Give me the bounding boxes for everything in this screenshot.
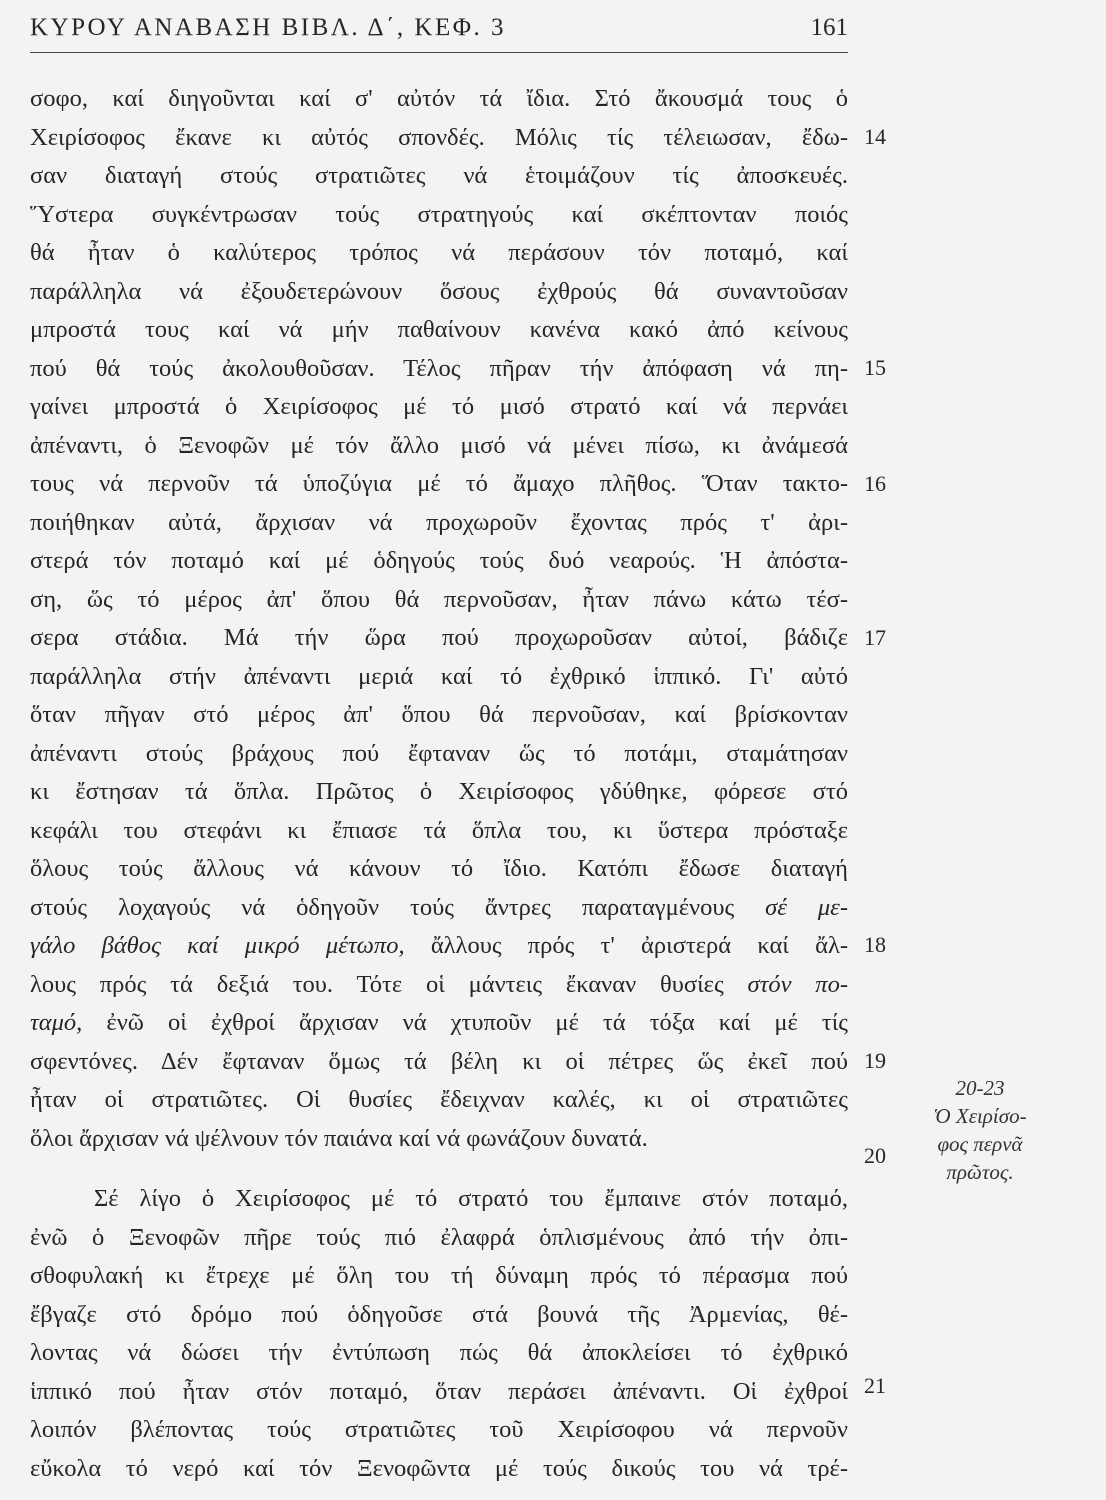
text-line: σφεντόνες. Δέν ἔφταναν ὅμως τά βέλη κι οἱ πέτρες ὥς ἐκεῖ πού	[30, 1047, 848, 1075]
margin-note	[915, 1074, 1045, 1186]
margin-note-line: πρῶτος.	[946, 1160, 1014, 1184]
page-number: 161	[810, 14, 848, 41]
text-line: μπροστά τους καί νά μήν παθαίνουν κανένα κακό ἀπό κείνους	[30, 316, 848, 343]
text-line: ἀπέναντι στούς βράχους πού ἔφταναν ὥς τό ποτάμι, σταμάτησαν	[30, 739, 848, 767]
text-line	[30, 889, 848, 928]
text-line: στερά τόν ποταμό καί μέ ὁδηγούς τούς δυό νεαρούς. Ἡ ἀπόστα-	[30, 547, 848, 574]
text-line	[30, 1004, 848, 1043]
italic-segment: γάλο βάθος καί μικρό μέτωπο,	[30, 932, 405, 959]
text-line: σαν διαταγή στούς στρατιῶτες νά ἑτοιμάζουν τίς ἀποσκευές.	[30, 162, 848, 189]
text-line: σοφο, καί διηγοῦνται καί σ' αὐτόν τά ἴδια. Στό ἄκουσμά τους ὁ	[30, 85, 848, 112]
text-line: σερα στάδια. Μά τήν ὥρα πού προχωροῦσαν αὐτοί, βάδιζε	[30, 624, 848, 651]
margin-note-line: Ὁ Χειρίσο-	[933, 1104, 1027, 1128]
text-line: Χειρίσοφος ἔκανε κι αὐτός σπονδές. Μόλις τίς τέλειωσαν, ἔδω-	[30, 123, 848, 151]
margin-note-range: 20-23	[955, 1076, 1005, 1100]
paragraph-last-line: ὅλοι ἄρχισαν νά ψέλνουν τόν παιάνα καί νά φωνάζουν δυνατά.	[30, 1124, 648, 1152]
text-line: ποιήθηκαν αὐτά, ἄρχισαν νά προχωροῦν ἔχοντας πρός τ' ἀρι-	[30, 508, 848, 536]
text-line: κεφάλι του στεφάνι κι ἔπιασε τά ὅπλα του, κι ὕστερα πρόσταξε	[30, 816, 848, 844]
paragraph-first-line: Σέ λίγο ὁ Χειρίσοφος μέ τό στρατό του ἔμπαινε στόν ποταμό,	[94, 1185, 848, 1212]
text-segment: λους πρός τά δεξιά του. Τότε οἱ μάντεις ἔκαναν θυσίες	[30, 970, 724, 998]
text-line: εὔκολα τό νερό καί τόν Ξενοφῶντα μέ τούς δικούς του νά τρέ-	[30, 1454, 848, 1482]
text-line: σθοφυλακή κι ἔτρεχε μέ ὅλη του τή δύναμη πρός τό πέρασμα πού	[30, 1262, 848, 1289]
text-line: ση, ὥς τό μέρος ἀπ' ὅπου θά περνοῦσαν, ἦταν πάνω κάτω τέσ-	[30, 585, 848, 613]
text-line: ὅλους τούς ἄλλους νά κάνουν τό ἴδιο. Κατόπι ἔδωσε διαταγή	[30, 855, 848, 882]
text-line: ἦταν οἱ στρατιῶτες. Οἱ θυσίες ἔδειχναν καλές, κι οἱ στρατιῶτες	[30, 1086, 848, 1113]
section-number: 18	[864, 932, 886, 957]
section-number: 15	[864, 355, 886, 380]
section-number: 17	[864, 625, 886, 650]
header-rule	[30, 52, 848, 53]
text-line: πού θά τούς ἀκολουθοῦσαν. Τέλος πῆραν τήν ἀπόφαση νά πη-	[30, 354, 848, 382]
text-line: παράλληλα νά ἐξουδετερώνουν ὅσους ἐχθρούς θά συναντοῦσαν	[30, 277, 848, 305]
running-head: ΚΥΡΟΥ ΑΝΑΒΑΣΗ ΒΙΒΛ. Δ΄, ΚΕΦ. 3	[30, 14, 506, 41]
text-line: Ὕστερα συγκέντρωσαν τούς στρατηγούς καί σκέπτονταν ποιός	[30, 200, 848, 228]
text-segment: στούς λοχαγούς νά ὁδηγοῦν τούς ἄντρες παραταγμένους	[30, 893, 735, 921]
section-number: 16	[864, 471, 886, 496]
text-line: ἀπέναντι, ὁ Ξενοφῶν μέ τόν ἄλλο μισό νά μένει πίσω, κι ἀνάμεσά	[30, 431, 848, 459]
text-line	[30, 966, 848, 1005]
italic-segment: ταμό,	[30, 1009, 83, 1036]
section-number: 14	[864, 124, 886, 149]
body-text	[30, 80, 848, 1488]
text-line: ἔβγαζε στό δρόμο πού ὁδηγοῦσε στά βουνά τῆς Ἀρμενίας, θέ-	[30, 1300, 848, 1328]
text-line: λοντας νά δώσει τήν ἐντύπωση πώς θά ἀποκλείσει τό ἐχθρικό	[30, 1339, 848, 1366]
text-line: τους νά περνοῦν τά ὑποζύγια μέ τό ἄμαχο πλῆθος. Ὅταν τακτο-	[30, 470, 848, 497]
text-line: γαίνει μπροστά ὁ Χειρίσοφος μέ τό μισό στρατό καί νά περνάει	[30, 393, 848, 420]
text-line: λοιπόν βλέποντας τούς στρατιῶτες τοῦ Χειρίσοφου νά περνοῦν	[30, 1416, 848, 1443]
page-header	[30, 14, 848, 52]
italic-segment: στόν πο-	[747, 970, 848, 998]
text-segment: ἐνῶ οἱ ἐχθροί ἄρχισαν νά χτυποῦν μέ τά τόξα καί μέ τίς	[106, 1009, 848, 1036]
text-line: ὅταν πῆγαν στό μέρος ἀπ' ὅπου θά περνοῦσαν, καί βρίσκονταν	[30, 701, 848, 728]
section-number: 20	[864, 1143, 886, 1168]
text-line: κι ἔστησαν τά ὅπλα. Πρῶτος ὁ Χειρίσοφος γδύθηκε, φόρεσε στό	[30, 778, 848, 805]
text-line: ἐνῶ ὁ Ξενοφῶν πῆρε τούς πιό ἐλαφρά ὁπλισμένους ἀπό τήν ὀπι-	[30, 1223, 848, 1251]
text-segment: ἄλλους πρός τ' ἀριστερά καί ἄλ-	[430, 932, 848, 959]
margin-note-line: φος περνᾶ	[937, 1132, 1023, 1156]
section-number: 19	[864, 1048, 886, 1073]
section-number: 21	[864, 1373, 886, 1398]
text-line	[30, 927, 848, 966]
text-line: θά ἦταν ὁ καλύτερος τρόπος νά περάσουν τόν ποταμό, καί	[30, 239, 848, 266]
text-line: ἱππικό πού ἦταν στόν ποταμό, ὅταν περάσει ἀπέναντι. Οἱ ἐχθροί	[30, 1377, 848, 1405]
text-line: παράλληλα στήν ἀπέναντι μεριά καί τό ἐχθρικό ἱππικό. Γι' αὐτό	[30, 662, 848, 690]
italic-segment: σέ με-	[765, 893, 848, 921]
